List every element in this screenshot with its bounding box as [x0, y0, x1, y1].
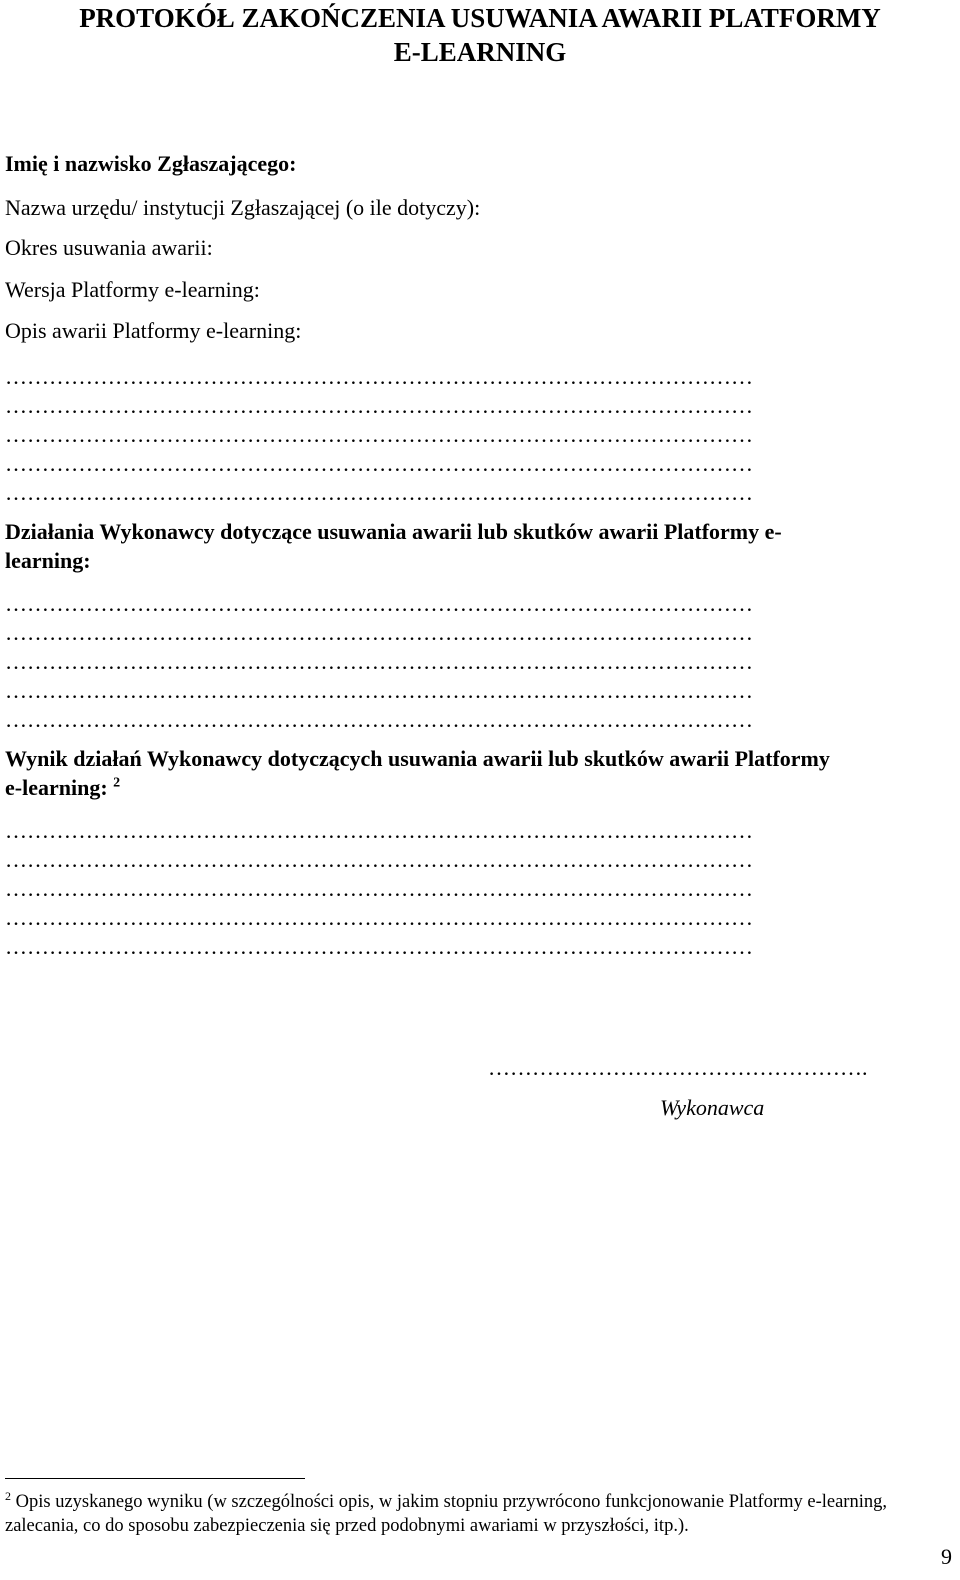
description-label: Opis awarii Platformy e-learning:: [5, 318, 302, 343]
description-blank-line: …………………………………………………………………………………………: [5, 451, 753, 476]
actions-blank-line: …………………………………………………………………………………………: [5, 620, 753, 645]
result-blank-line: …………………………………………………………………………………………: [5, 876, 753, 901]
result-heading-line1: Wynik działań Wykonawcy dotyczących usuwania awarii lub skutków awarii Platformy: [5, 746, 830, 771]
actions-blank-line: …………………………………………………………………………………………: [5, 707, 753, 732]
period-label: Okres usuwania awarii:: [5, 235, 213, 260]
result-heading: [5, 744, 950, 802]
description-blank-line: …………………………………………………………………………………………: [5, 364, 753, 389]
result-heading-line2-text: e-learning:: [5, 775, 108, 800]
description-blank-line: …………………………………………………………………………………………: [5, 393, 753, 418]
document-title-line1: PROTOKÓŁ ZAKOŃCZENIA USUWANIA AWARII PLATFORMY: [79, 3, 881, 33]
footnote-marker: 2: [113, 775, 121, 791]
version-label: Wersja Platformy e-learning:: [5, 277, 260, 302]
actions-blank-line: …………………………………………………………………………………………: [5, 649, 753, 674]
office-label: Nazwa urzędu/ instytucji Zgłaszającej (o ile dotyczy):: [5, 195, 481, 220]
footnote-number: 2: [5, 1488, 11, 1503]
footnote-separator: [5, 1478, 305, 1479]
footnote: [5, 1490, 945, 1538]
footnote-text: Opis uzyskanego wyniku (w szczególności opis, w jakim stopniu przywrócono funkcjonowanie Platformy e-learning, zalecania, co do sposobu zabezpieczenia się przed podobnymi awariami w przyszłości, itp.).: [5, 1492, 887, 1536]
result-blank-line: …………………………………………………………………………………………: [5, 818, 753, 843]
result-blank-line: …………………………………………………………………………………………: [5, 934, 753, 959]
actions-heading-line2: learning:: [5, 548, 91, 573]
actions-heading-line1: Działania Wykonawcy dotyczące usuwania awarii lub skutków awarii Platformy e-: [5, 519, 782, 544]
signature-line: …………………………………………….: [488, 1055, 868, 1080]
actions-blank-line: …………………………………………………………………………………………: [5, 591, 753, 616]
signature-label: Wykonawca: [660, 1095, 765, 1120]
page-number: 9: [941, 1544, 952, 1569]
description-blank-line: …………………………………………………………………………………………: [5, 422, 753, 447]
actions-blank-line: …………………………………………………………………………………………: [5, 678, 753, 703]
result-blank-line: …………………………………………………………………………………………: [5, 847, 753, 872]
document-title-line2: E-LEARNING: [393, 37, 567, 67]
actions-heading: [5, 517, 950, 575]
result-heading-line2: [5, 773, 950, 802]
reporter-name-label: Imię i nazwisko Zgłaszającego:: [5, 151, 297, 176]
result-blank-line: …………………………………………………………………………………………: [5, 905, 753, 930]
description-blank-line: …………………………………………………………………………………………: [5, 480, 753, 505]
